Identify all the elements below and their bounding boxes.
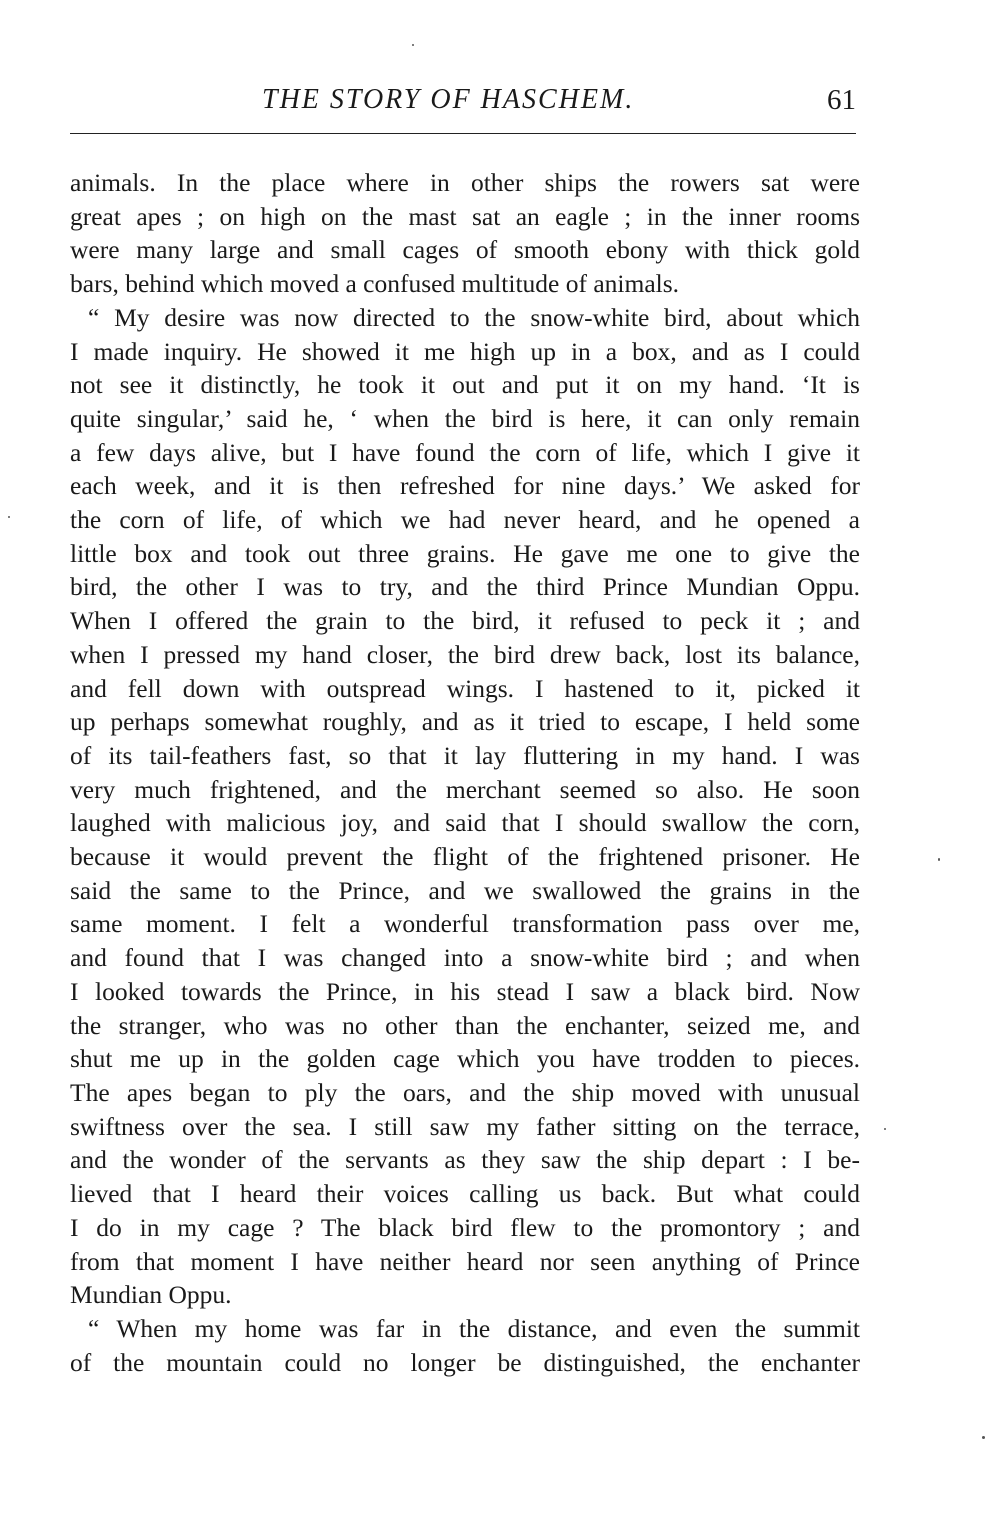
text-line: I made inquiry. He showed it me high up in a box, and as I could xyxy=(70,336,860,366)
text-line: I do in my cage ? The black bird flew to the promontory ; and xyxy=(70,1212,860,1242)
text-line: great apes ; on high on the mast sat an eagle ; in the inner rooms xyxy=(70,201,860,231)
running-title: THE STORY OF HASCHEM. xyxy=(262,84,635,115)
text-line: of the mountain could no longer be distinguished, the enchanter xyxy=(70,1347,860,1377)
text-line: the corn of life, of which we had never heard, and he opened a xyxy=(70,505,860,535)
text-line: lieved that I heard their voices calling us back. But what could xyxy=(70,1179,860,1209)
text-line: I looked towards the Prince, in his stead I saw a black bird. Now xyxy=(70,976,860,1006)
text-line: quite singular,’ said he, ‘ when the bird is here, it can only remain xyxy=(70,403,860,433)
page-number: 61 xyxy=(827,84,856,116)
scan-speck xyxy=(412,44,414,46)
running-head xyxy=(0,84,1000,124)
text-line: Mundian Oppu. xyxy=(70,1280,232,1310)
scan-speck xyxy=(982,1436,985,1439)
text-line: of its tail-feathers fast, so that it lay fluttering in my hand. I was xyxy=(70,740,860,770)
text-line: bird, the other I was to try, and the third Prince Mundian Oppu. xyxy=(70,572,860,602)
text-line: a few days alive, but I have found the corn of life, which I give it xyxy=(70,437,860,467)
text-line: and fell down with outspread wings. I hastened to it, picked it xyxy=(70,673,860,703)
text-line: very much frightened, and the merchant seemed so also. He soon xyxy=(70,774,860,804)
text-line: were many large and small cages of smooth ebony with thick gold xyxy=(70,235,860,265)
text-line: the stranger, who was no other than the enchanter, seized me, and xyxy=(70,1010,860,1040)
text-line: laughed with malicious joy, and said that I should swallow the corn, xyxy=(70,808,860,838)
text-line: animals. In the place where in other ships the rowers sat were xyxy=(70,168,860,197)
text-line: “ My desire was now directed to the snow-white bird, about which xyxy=(88,302,860,332)
text-line: not see it distinctly, he took it out and put it on my hand. ‘It is xyxy=(70,370,860,400)
text-line: bars, behind which moved a confused multitude of animals. xyxy=(70,269,680,299)
text-line: The apes began to ply the oars, and the ship moved with unusual xyxy=(70,1077,860,1107)
text-line: up perhaps somewhat roughly, and as it tried to escape, I held some xyxy=(70,707,860,737)
text-line: and the wonder of the servants as they saw the ship depart : I be- xyxy=(70,1145,860,1175)
body-text xyxy=(70,166,860,1379)
text-line: said the same to the Prince, and we swallowed the grains in the xyxy=(70,875,860,905)
text-line: from that moment I have neither heard nor seen anything of Prince xyxy=(70,1246,860,1276)
scan-speck xyxy=(938,858,940,861)
scan-speck xyxy=(884,1128,886,1130)
text-line: when I pressed my hand closer, the bird drew back, lost its balance, xyxy=(70,639,860,669)
text-line: because it would prevent the flight of the frightened prisoner. He xyxy=(70,842,860,872)
text-line: little box and took out three grains. He gave me one to give the xyxy=(70,538,860,568)
text-line: shut me up in the golden cage which you have trodden to pieces. xyxy=(70,1044,860,1074)
text-line: same moment. I felt a wonderful transformation pass over me, xyxy=(70,909,860,939)
text-line: swiftness over the sea. I still saw my father sitting on the terrace, xyxy=(70,1111,860,1141)
text-line: each week, and it is then refreshed for nine days.’ We asked for xyxy=(70,471,860,501)
scan-speck xyxy=(8,516,10,518)
text-line: When I offered the grain to the bird, it refused to peck it ; and xyxy=(70,606,860,636)
header-rule xyxy=(70,133,856,134)
text-line: “ When my home was far in the distance, and even the summit xyxy=(88,1313,860,1343)
text-line: and found that I was changed into a snow-white bird ; and when xyxy=(70,943,860,973)
